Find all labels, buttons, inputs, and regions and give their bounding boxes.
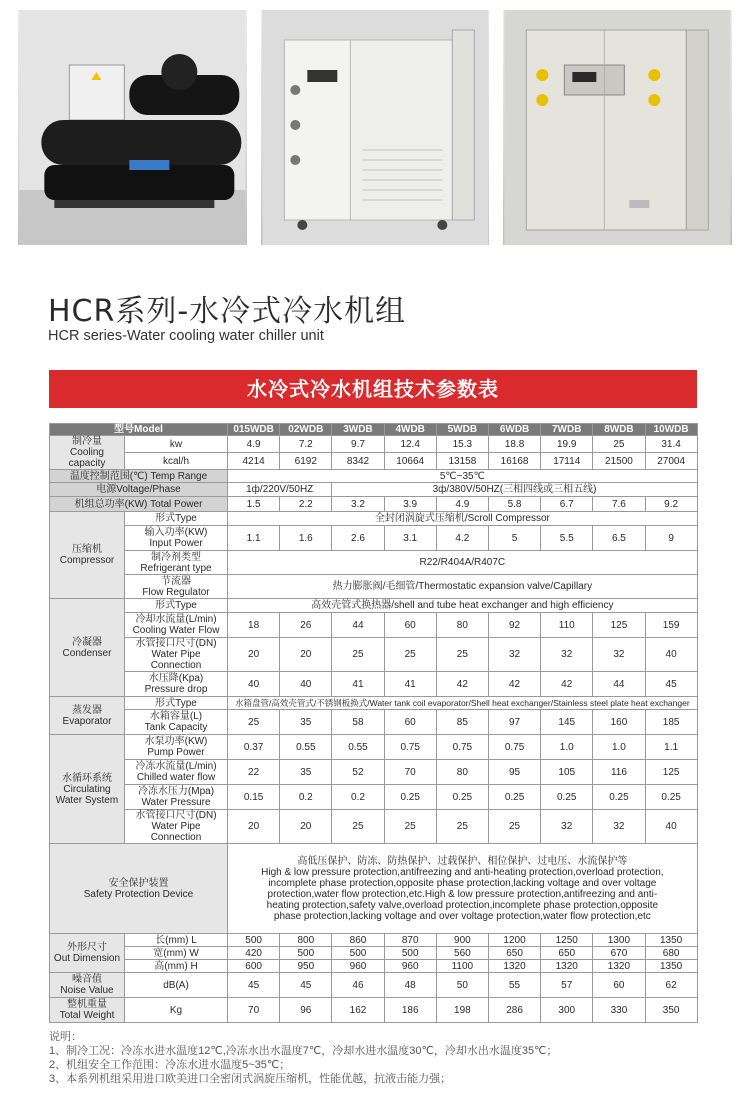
pump-cell: 0.55	[332, 735, 384, 760]
table-banner: 水冷式冷水机组技术参数表	[49, 370, 697, 408]
model-cell: 015WDB	[228, 424, 280, 436]
cond-drop-cell: 40	[228, 672, 280, 697]
chilled-pressure-cell: 0.25	[436, 785, 488, 810]
noise-cell: 48	[384, 973, 436, 998]
refrigerant-label: 制冷剂类型 Refrigerant type	[125, 551, 228, 575]
cond-drop-label: 水压降(Kpa) Pressure drop	[125, 672, 228, 697]
tank-cell: 35	[280, 710, 332, 735]
length-cell: 1200	[488, 934, 540, 947]
cond-flow-cell: 125	[593, 613, 645, 638]
cond-drop-cell: 41	[384, 672, 436, 697]
comp-type-label: 形式Type	[125, 512, 228, 526]
cond-flow-cell: 18	[228, 613, 280, 638]
chilled-flow-label: 冷冻水流量(L/min) Chilled water flow	[125, 760, 228, 785]
noise-label: 噪音值 Noise Value	[50, 973, 125, 998]
total-power-cell: 9.2	[645, 497, 697, 512]
weight-cell: 350	[645, 998, 697, 1023]
chilled-flow-cell: 52	[332, 760, 384, 785]
height-cell: 1320	[593, 960, 645, 973]
width-row	[50, 947, 698, 960]
screw-chiller-illustration	[18, 10, 247, 245]
noise-cell: 46	[332, 973, 384, 998]
flow-regulator-label: 节流器 Flow Regulator	[125, 575, 228, 599]
length-cell: 860	[332, 934, 384, 947]
cooling-kcal-cell: 17114	[541, 453, 593, 470]
cond-pipe-cell: 25	[332, 638, 384, 672]
voltage-three-phase: 3ф/380V/50HZ(三相四线或三相五线)	[332, 483, 697, 497]
width-cell: 680	[645, 947, 697, 960]
cond-pipe-cell: 40	[645, 638, 697, 672]
tank-cell: 60	[384, 710, 436, 735]
ws-pipe-cell: 20	[228, 810, 280, 844]
ws-pipe-label: 水管接口尺寸(DN) Water Pipe Connection	[125, 810, 228, 844]
tank-cell: 85	[436, 710, 488, 735]
height-row	[50, 960, 698, 973]
cond-flow-cell: 44	[332, 613, 384, 638]
total-power-cell: 3.2	[332, 497, 384, 512]
cond-pipe-cell: 32	[541, 638, 593, 672]
refrigerant-value: R22/R404A/R407C	[228, 551, 698, 575]
box-chiller-illustration	[261, 10, 490, 245]
water-cooled-cabinet-chiller-photo	[503, 10, 732, 245]
chilled-pressure-cell: 0.2	[332, 785, 384, 810]
cond-type-label: 形式Type	[125, 599, 228, 613]
total-power-label: 机组总功率(KW) Total Power	[50, 497, 228, 512]
height-cell: 950	[280, 960, 332, 973]
length-label: 长(mm) L	[125, 934, 228, 947]
evap-type-value: 水箱盘管/高效壳管式/不锈钢板换式/Water tank coil evaporator/Shell heat exchanger/Stainless steel plate heat exchanger	[228, 697, 698, 710]
comp-input-cell: 1.1	[228, 526, 280, 551]
total-power-cell: 5.8	[488, 497, 540, 512]
noise-cell: 50	[436, 973, 488, 998]
cooling-kw-cell: 18.8	[488, 436, 540, 453]
length-cell: 1250	[541, 934, 593, 947]
chilled-pressure-cell: 0.25	[645, 785, 697, 810]
noise-cell: 55	[488, 973, 540, 998]
weight-cell: 186	[384, 998, 436, 1023]
width-cell: 670	[593, 947, 645, 960]
tank-cell: 160	[593, 710, 645, 735]
comp-input-cell: 5	[488, 526, 540, 551]
water-cooled-box-chiller-photo	[261, 10, 490, 245]
cond-pipe-row	[50, 638, 698, 672]
cond-pipe-label: 水管接口尺寸(DN) Water Pipe Connection	[125, 638, 228, 672]
ws-pipe-cell: 20	[280, 810, 332, 844]
model-cell: 10WDB	[645, 424, 697, 436]
voltage-row	[50, 483, 698, 497]
chilled-pressure-cell: 0.15	[228, 785, 280, 810]
chilled-flow-cell: 95	[488, 760, 540, 785]
width-cell: 500	[332, 947, 384, 960]
height-cell: 1350	[645, 960, 697, 973]
chilled-flow-row	[50, 760, 698, 785]
width-cell: 500	[384, 947, 436, 960]
width-cell: 650	[541, 947, 593, 960]
weight-cell: 70	[228, 998, 280, 1023]
water-system-label: 水循环系统 Circulating Water System	[50, 735, 125, 844]
cooling-kw-cell: 12.4	[384, 436, 436, 453]
flow-regulator-row	[50, 575, 698, 599]
comp-input-cell: 2.6	[332, 526, 384, 551]
width-cell: 560	[436, 947, 488, 960]
noise-cell: 57	[541, 973, 593, 998]
cooling-kw-cell: 19.9	[541, 436, 593, 453]
cooling-capacity-label: 制冷量 Cooling capacity	[50, 436, 125, 470]
evaporator-label: 蒸发器 Evaporator	[50, 697, 125, 735]
length-row	[50, 934, 698, 947]
cond-pipe-cell: 25	[436, 638, 488, 672]
weight-cell: 96	[280, 998, 332, 1023]
cooling-kw-cell: 7.2	[280, 436, 332, 453]
cond-flow-cell: 110	[541, 613, 593, 638]
cond-flow-cell: 80	[436, 613, 488, 638]
cooling-kcal-cell: 13158	[436, 453, 488, 470]
pump-row	[50, 735, 698, 760]
notes-line-1: 1、制冷工况：冷冻水进水温度12℃,冷冻水出水温度7℃，冷却水进水温度30℃，冷却水出水温度35℃；	[49, 1045, 558, 1057]
noise-row	[50, 973, 698, 998]
chilled-flow-cell: 116	[593, 760, 645, 785]
evap-type-label: 形式Type	[125, 697, 228, 710]
condenser-label: 冷凝器 Condenser	[50, 599, 125, 697]
cond-drop-cell: 42	[436, 672, 488, 697]
cooling-kw-cell: 31.4	[645, 436, 697, 453]
kw-unit: kw	[125, 436, 228, 453]
notes-title: 说明：	[49, 1031, 82, 1043]
weight-cell: 300	[541, 998, 593, 1023]
chilled-pressure-label: 冷冻水压力(Mpa) Water Pressure	[125, 785, 228, 810]
notes-line-2: 2、机组安全工作范围：冷冻水进水温度5~35℃；	[49, 1059, 291, 1071]
cond-drop-cell: 44	[593, 672, 645, 697]
total-power-cell: 2.2	[280, 497, 332, 512]
height-label: 高(mm) H	[125, 960, 228, 973]
comp-input-label: 输入功率(KW) Input Power	[125, 526, 228, 551]
temp-range-label: 温度控制范围(℃) Temp Range	[50, 470, 228, 483]
cond-flow-cell: 60	[384, 613, 436, 638]
height-cell: 1100	[436, 960, 488, 973]
cooling-kcal-row	[50, 453, 698, 470]
comp-type-value: 全封闭涡旋式压缩机/Scroll Compressor	[228, 512, 698, 526]
width-cell: 500	[280, 947, 332, 960]
cooling-kw-cell: 9.7	[332, 436, 384, 453]
cond-drop-cell: 42	[541, 672, 593, 697]
page-subtitle: HCR series-Water cooling water chiller unit	[48, 328, 324, 344]
model-cell: 6WDB	[488, 424, 540, 436]
noise-cell: 60	[593, 973, 645, 998]
comp-input-cell: 9	[645, 526, 697, 551]
weight-label: 整机重量 Total Weight	[50, 998, 125, 1023]
cond-pipe-cell: 32	[488, 638, 540, 672]
chilled-flow-cell: 22	[228, 760, 280, 785]
chilled-flow-cell: 80	[436, 760, 488, 785]
pump-cell: 0.37	[228, 735, 280, 760]
dimensions-label: 外形尺寸 Out Dimension	[50, 934, 125, 973]
cooling-kcal-cell: 8342	[332, 453, 384, 470]
comp-input-cell: 1.6	[280, 526, 332, 551]
tank-cell: 185	[645, 710, 697, 735]
cooling-kcal-cell: 16168	[488, 453, 540, 470]
chilled-pressure-cell: 0.25	[593, 785, 645, 810]
total-power-cell: 6.7	[541, 497, 593, 512]
noise-cell: 45	[228, 973, 280, 998]
cond-flow-label: 冷却水流量(L/min) Cooling Water Flow	[125, 613, 228, 638]
notes	[49, 1030, 729, 1086]
cond-drop-row	[50, 672, 698, 697]
table-header-row	[50, 424, 698, 436]
voltage-single-phase: 1ф/220V/50HZ	[228, 483, 332, 497]
comp-input-cell: 5.5	[541, 526, 593, 551]
ws-pipe-cell: 32	[593, 810, 645, 844]
cooling-kcal-cell: 10664	[384, 453, 436, 470]
pump-cell: 1.1	[645, 735, 697, 760]
safety-row	[50, 844, 698, 934]
comp-input-cell: 4.2	[436, 526, 488, 551]
chilled-pressure-cell: 0.2	[280, 785, 332, 810]
weight-cell: 162	[332, 998, 384, 1023]
chilled-pressure-row	[50, 785, 698, 810]
chilled-pressure-cell: 0.25	[541, 785, 593, 810]
comp-input-cell: 6.5	[593, 526, 645, 551]
model-cell: 5WDB	[436, 424, 488, 436]
weight-cell: 198	[436, 998, 488, 1023]
cooling-kcal-cell: 4214	[228, 453, 280, 470]
cond-type-row	[50, 599, 698, 613]
tank-row	[50, 710, 698, 735]
cooling-kw-cell: 25	[593, 436, 645, 453]
noise-cell: 45	[280, 973, 332, 998]
tank-label: 水箱容量(L) Tank Capacity	[125, 710, 228, 735]
cond-drop-cell: 40	[280, 672, 332, 697]
cond-pipe-cell: 32	[593, 638, 645, 672]
safety-description: 高低压保护、防冻、防热保护、过载保护、相位保护、过电压、水流保护等 High & low pressure protection,antifreezing and anti-heating protection,overload protection, incomplete phase protection,opposite phase protection,lacking voltage and over voltage protection,water flow protection,etc.High & low pressure protection,antifreezing and anti- heating protection,safety valve,overload protection,incomplete phase protection,opposite phase protection,lacking voltage and over voltage protection,water flow protection,etc	[228, 844, 698, 934]
total-power-cell: 4.9	[436, 497, 488, 512]
weight-cell: 330	[593, 998, 645, 1023]
kcal-unit: kcal/h	[125, 453, 228, 470]
water-cooled-screw-chiller-photo	[18, 10, 247, 245]
cond-pipe-cell: 20	[280, 638, 332, 672]
product-photos	[18, 10, 732, 245]
cooling-kcal-cell: 27004	[645, 453, 697, 470]
cond-pipe-cell: 20	[228, 638, 280, 672]
model-cell: 02WDB	[280, 424, 332, 436]
height-cell: 960	[332, 960, 384, 973]
temp-range-row	[50, 470, 698, 483]
cond-pipe-cell: 25	[384, 638, 436, 672]
pump-cell: 0.75	[436, 735, 488, 760]
chilled-pressure-cell: 0.25	[384, 785, 436, 810]
weight-unit: Kg	[125, 998, 228, 1023]
width-cell: 650	[488, 947, 540, 960]
length-cell: 500	[228, 934, 280, 947]
tank-cell: 25	[228, 710, 280, 735]
ws-pipe-cell: 25	[332, 810, 384, 844]
pump-cell: 1.0	[541, 735, 593, 760]
flow-regulator-value: 热力膨胀阀/毛细管/Thermostatic expansion valve/Capillary	[228, 575, 698, 599]
chilled-flow-cell: 125	[645, 760, 697, 785]
total-power-cell: 3.9	[384, 497, 436, 512]
weight-cell: 286	[488, 998, 540, 1023]
chilled-pressure-cell: 0.25	[488, 785, 540, 810]
tank-cell: 97	[488, 710, 540, 735]
pump-label: 水泵功率(KW) Pump Power	[125, 735, 228, 760]
height-cell: 1320	[488, 960, 540, 973]
temp-range-value: 5℃~35℃	[228, 470, 698, 483]
noise-unit: dB(A)	[125, 973, 228, 998]
spec-table	[49, 423, 698, 1023]
total-power-row	[50, 497, 698, 512]
height-cell: 960	[384, 960, 436, 973]
pump-cell: 0.75	[384, 735, 436, 760]
model-header: 型号Model	[50, 424, 228, 436]
model-cell: 4WDB	[384, 424, 436, 436]
comp-input-cell: 3.1	[384, 526, 436, 551]
evap-type-row	[50, 697, 698, 710]
cond-drop-cell: 42	[488, 672, 540, 697]
width-label: 宽(mm) W	[125, 947, 228, 960]
length-cell: 800	[280, 934, 332, 947]
length-cell: 870	[384, 934, 436, 947]
model-cell: 3WDB	[332, 424, 384, 436]
pump-cell: 0.55	[280, 735, 332, 760]
ws-pipe-cell: 25	[488, 810, 540, 844]
chilled-flow-cell: 105	[541, 760, 593, 785]
total-power-cell: 1.5	[228, 497, 280, 512]
cond-drop-cell: 45	[645, 672, 697, 697]
length-cell: 1300	[593, 934, 645, 947]
page-title: HCR系列-水冷式冷水机组	[48, 294, 407, 329]
safety-label: 安全保护装置 Safety Protection Device	[50, 844, 228, 934]
model-cell: 8WDB	[593, 424, 645, 436]
notes-line-3: 3、本系列机组采用进口欧美进口全密闭式涡旋压缩机，性能优越，抗液击能力强；	[49, 1073, 452, 1085]
ws-pipe-cell: 25	[384, 810, 436, 844]
voltage-label: 电源Voltage/Phase	[50, 483, 228, 497]
height-cell: 1320	[541, 960, 593, 973]
comp-type-row	[50, 512, 698, 526]
length-cell: 900	[436, 934, 488, 947]
pump-cell: 1.0	[593, 735, 645, 760]
tank-cell: 58	[332, 710, 384, 735]
cond-type-value: 高效壳管式换热器/shell and tube heat exchanger and high efficiency	[228, 599, 698, 613]
cooling-kcal-cell: 21500	[593, 453, 645, 470]
cond-flow-cell: 26	[280, 613, 332, 638]
compressor-label: 压缩机 Compressor	[50, 512, 125, 599]
total-power-cell: 7.6	[593, 497, 645, 512]
cond-drop-cell: 41	[332, 672, 384, 697]
cooling-kcal-cell: 6192	[280, 453, 332, 470]
cooling-kw-row	[50, 436, 698, 453]
model-cell: 7WDB	[541, 424, 593, 436]
cabinet-chiller-illustration	[503, 10, 732, 245]
weight-row	[50, 998, 698, 1023]
cond-flow-cell: 92	[488, 613, 540, 638]
comp-input-row	[50, 526, 698, 551]
width-cell: 420	[228, 947, 280, 960]
cond-flow-cell: 159	[645, 613, 697, 638]
cooling-kw-cell: 4.9	[228, 436, 280, 453]
cooling-kw-cell: 15.3	[436, 436, 488, 453]
ws-pipe-row	[50, 810, 698, 844]
tank-cell: 145	[541, 710, 593, 735]
noise-cell: 62	[645, 973, 697, 998]
chilled-flow-cell: 35	[280, 760, 332, 785]
ws-pipe-cell: 32	[541, 810, 593, 844]
chilled-flow-cell: 70	[384, 760, 436, 785]
pump-cell: 0.75	[488, 735, 540, 760]
height-cell: 600	[228, 960, 280, 973]
ws-pipe-cell: 40	[645, 810, 697, 844]
length-cell: 1350	[645, 934, 697, 947]
ws-pipe-cell: 25	[436, 810, 488, 844]
cond-flow-row	[50, 613, 698, 638]
refrigerant-row	[50, 551, 698, 575]
